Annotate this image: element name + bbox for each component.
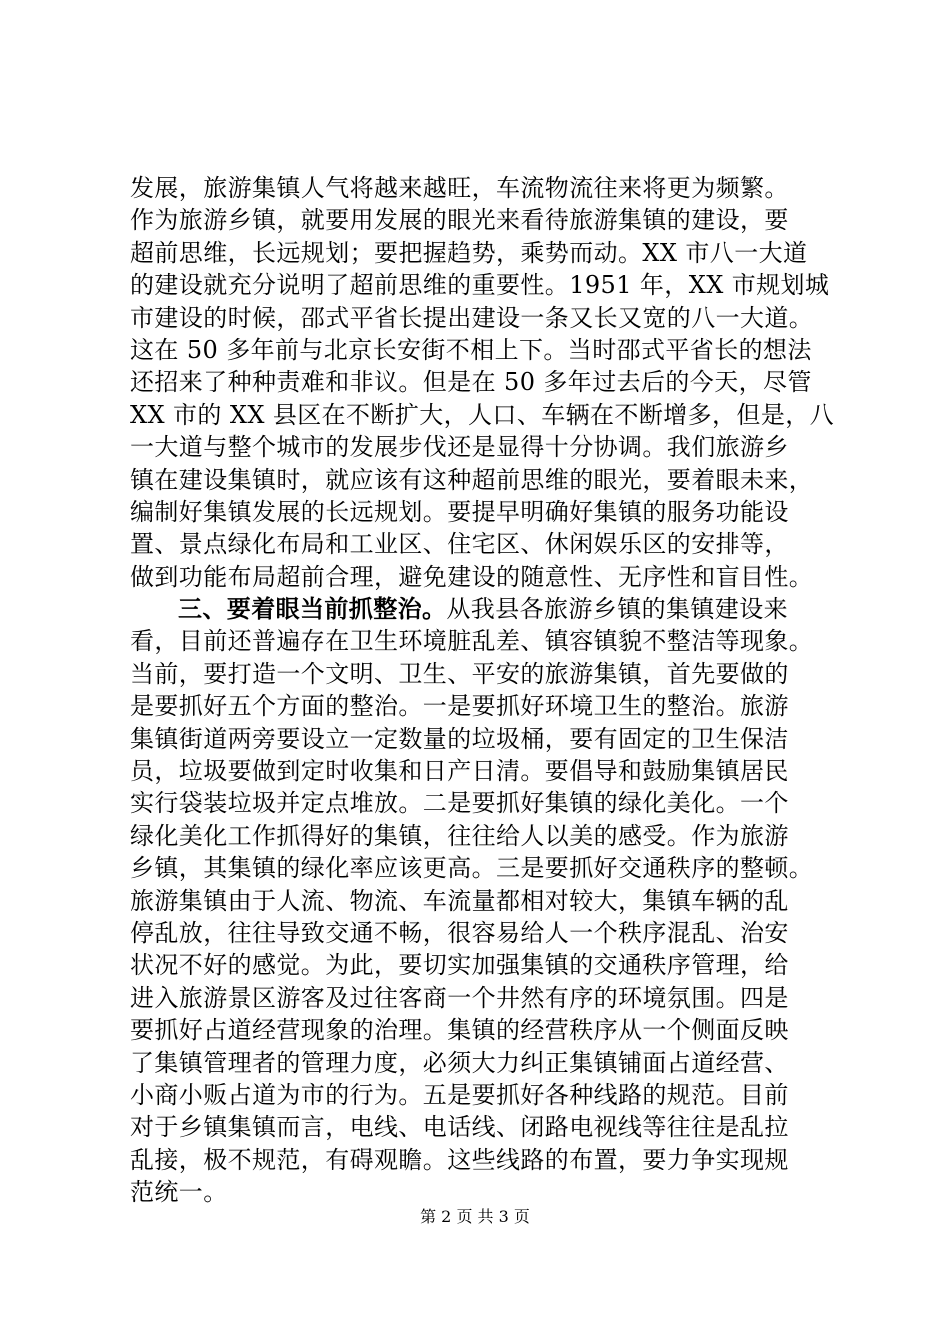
text-line: 市建设的时候，邵式平省长提出建设一条又长又宽的八一大道。: [130, 303, 814, 332]
text-line: 了集镇管理者的管理力度，必须大力纠正集镇铺面占道经营、: [130, 1048, 789, 1077]
page-number-footer: 第 2 页 共 3 页: [420, 1207, 530, 1226]
paragraph-2: [130, 593, 850, 1208]
text-line: 实行袋装垃圾并定点堆放。二是要抓好集镇的绿化美化。一个: [130, 789, 789, 818]
text-line: 编制好集镇发展的长远规划。要提早明确好集镇的服务功能设: [130, 497, 789, 526]
text-line: 一大道与整个城市的发展步伐还是显得十分协调。我们旅游乡: [130, 433, 789, 462]
text-line: 状况不好的感觉。为此，要切实加强集镇的交通秩序管理，给: [130, 951, 789, 980]
text-line: 镇在建设集镇时，就应该有这种超前思维的眼光，要着眼未来，: [130, 465, 814, 494]
text-line: 的建设就充分说明了超前思维的重要性。1951 年，XX 市规划城: [130, 271, 830, 300]
text-line: 进入旅游景区游客及过往客商一个井然有序的环境氛围。四是: [130, 983, 789, 1012]
text-line: 范统一。: [130, 1178, 228, 1207]
document-body: [130, 172, 850, 1209]
section-heading: 三、要着眼当前抓整治。: [178, 594, 447, 624]
text-line: 发展，旅游集镇人气将越来越旺，车流物流往来将更为频繁。: [130, 174, 789, 202]
text-line: 当前，要打造一个文明、卫生、平安的旅游集镇，首先要做的: [130, 659, 789, 688]
text-line: 这在 50 多年前与北京长安街不相上下。当时邵式平省长的想法: [130, 335, 812, 364]
text-line: 集镇街道两旁要设立一定数量的垃圾桶，要有固定的卫生保洁: [130, 724, 789, 753]
text-line: 做到功能布局超前合理，避免建设的随意性、无序性和盲目性。: [130, 562, 814, 591]
text-line: 员，垃圾要做到定时收集和日产日清。要倡导和鼓励集镇居民: [130, 757, 789, 786]
text-line: XX 市的 XX 县区在不断扩大，人口、车辆在不断增多，但是，八: [130, 400, 835, 429]
paragraph-first-line: [130, 593, 850, 625]
text-line: 要抓好占道经营现象的治理。集镇的经营秩序从一个侧面反映: [130, 1016, 789, 1045]
text-line: 置、景点绿化布局和工业区、住宅区、休闲娱乐区的安排等，: [130, 530, 789, 559]
text-line: 对于乡镇集镇而言，电线、电话线、闭路电视线等往往是乱拉: [130, 1113, 789, 1142]
text-line: 看，目前还普遍存在卫生环境脏乱差、镇容镇貌不整洁等现象。: [130, 627, 814, 656]
text-line: 超前思维，长远规划；要把握趋势，乘势而动。XX 市八一大道: [130, 238, 808, 267]
text-line: 绿化美化工作抓得好的集镇，往往给人以美的感受。作为旅游: [130, 821, 789, 850]
paragraph-1: [130, 172, 850, 593]
text-line: 停乱放，往往导致交通不畅，很容易给人一个秩序混乱、治安: [130, 918, 789, 947]
text-line: 小商小贩占道为市的行为。五是要抓好各种线路的规范。目前: [130, 1080, 789, 1109]
text-line: 乱接，极不规范，有碍观瞻。这些线路的布置，要力争实现规: [130, 1145, 789, 1174]
text-run: 从我县各旅游乡镇的集镇建设来: [446, 595, 789, 624]
text-line: 是要抓好五个方面的整治。一是要抓好环境卫生的整治。旅游: [130, 692, 789, 721]
text-line: 旅游集镇由于人流、物流、车流量都相对较大，集镇车辆的乱: [130, 886, 789, 915]
text-line: 还招来了种种责难和非议。但是在 50 多年过去后的今天，尽管: [130, 368, 812, 397]
text-line: 乡镇，其集镇的绿化率应该更高。三是要抓好交通秩序的整顿。: [130, 854, 814, 883]
text-line: 作为旅游乡镇，就要用发展的眼光来看待旅游集镇的建设，要: [130, 206, 789, 235]
